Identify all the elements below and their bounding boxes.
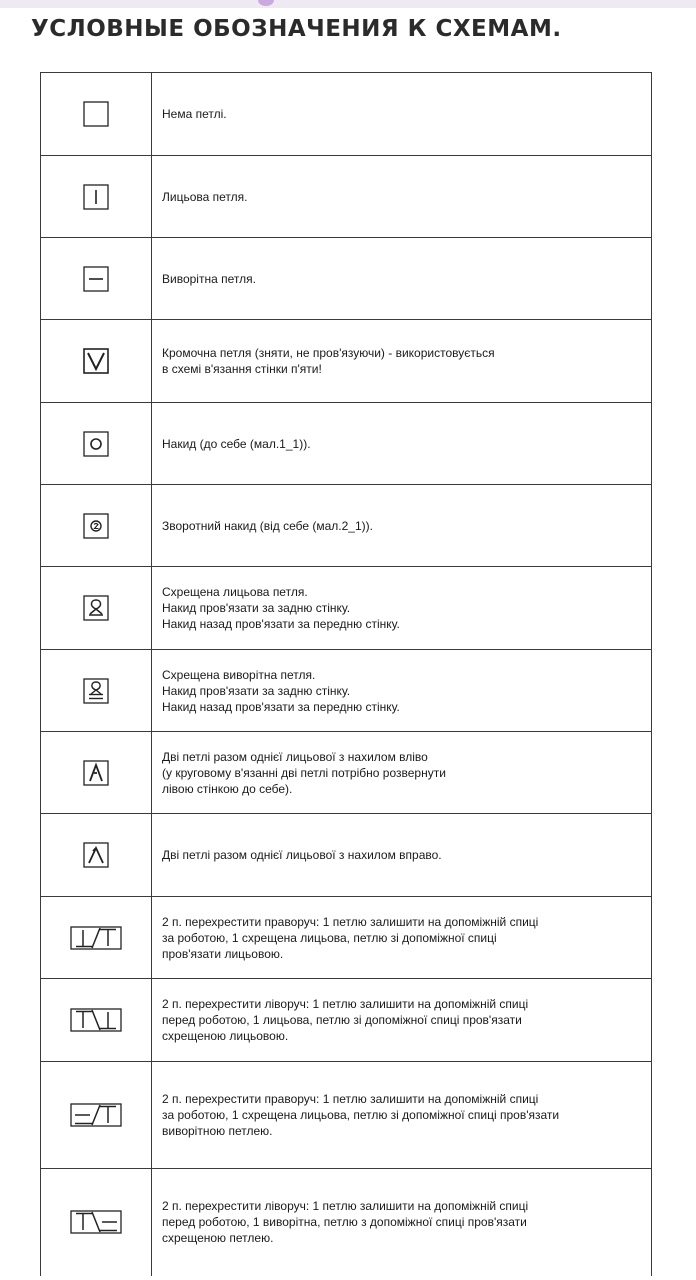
description-line: 2 п. перехрестити праворуч: 1 петлю залишити на допоміжній спиці — [162, 1092, 539, 1106]
description-line: Виворітна петля. — [162, 271, 256, 286]
legend-symbol-cell — [41, 1169, 152, 1276]
slip-stitch-icon — [83, 348, 109, 374]
left-cross-knit-icon — [70, 1008, 122, 1032]
description-line: лівою стінкою до себе). — [162, 781, 293, 796]
legend-description — [152, 156, 652, 238]
twisted-purl-icon — [83, 678, 109, 704]
description-line: Накид пров'язати за задню стінку. — [162, 683, 351, 698]
legend-symbol-cell — [41, 485, 152, 567]
legend-symbol-cell — [41, 320, 152, 403]
reverse-yarn-over-icon — [83, 513, 109, 539]
legend-row — [41, 979, 652, 1062]
description-line: за роботою, 1 схрещена лицьова, петлю зі допоміжної спиці пров'язати — [162, 1108, 560, 1122]
legend-row — [41, 238, 652, 320]
legend-description — [152, 238, 652, 320]
right-cross-purl-icon — [70, 1103, 122, 1127]
description-line: 2 п. перехрестити ліворуч: 1 петлю залишити на допоміжній спиці — [162, 997, 529, 1011]
legend-row — [41, 814, 652, 897]
description-line: за роботою, 1 схрещена лицьова, петлю зі допоміжної спиці — [162, 930, 497, 945]
legend-description — [152, 732, 652, 814]
description-line: Зворотний накид (від себе (мал.2_1)). — [162, 518, 373, 533]
description-line: Дві петлі разом однієї лицьової з нахилом вліво — [162, 749, 428, 764]
description-line: Накид назад пров'язати за передню стінку. — [162, 617, 400, 631]
legend-symbol-cell — [41, 238, 152, 320]
legend-description — [152, 814, 652, 897]
description-line: (у круговому в'язанні дві петлі потрібно розвернути — [162, 765, 446, 780]
description-line: Кромочна петля (зняти, не пров'язуючи) - використовується — [162, 346, 495, 360]
legend-table — [40, 72, 652, 1276]
decorative-dot — [258, 0, 274, 6]
legend-description — [152, 567, 652, 650]
description-line: схрещеною лицьовою. — [162, 1029, 289, 1043]
legend-row — [41, 732, 652, 814]
legend-symbol-cell — [41, 403, 152, 485]
twisted-knit-icon — [83, 595, 109, 621]
description-line: Дві петлі разом однієї лицьової з нахилом вправо. — [162, 848, 442, 862]
legend-row — [41, 1169, 652, 1276]
legend-row — [41, 897, 652, 979]
yarn-over-icon — [83, 431, 109, 457]
legend-row — [41, 485, 652, 567]
k2tog-right-icon — [83, 842, 109, 868]
page-title: УСЛОВНЫЕ ОБОЗНАЧЕНИЯ К СХЕМАМ. — [31, 16, 562, 42]
top-banner-strip — [0, 0, 696, 8]
description-line: Схрещена лицьова петля. — [162, 585, 308, 599]
description-line: перед роботою, 1 лицьова, петлю зі допоміжної спиці пров'язати — [162, 1013, 522, 1027]
empty-square-icon — [83, 101, 109, 127]
legend-symbol-cell — [41, 73, 152, 156]
description-line: Схрещена виворітна петля. — [162, 667, 316, 682]
legend-symbol-cell — [41, 732, 152, 814]
description-line: Накид пров'язати за задню стінку. — [162, 601, 351, 615]
legend-description — [152, 73, 652, 156]
legend-symbol-cell — [41, 567, 152, 650]
legend-symbol-cell — [41, 650, 152, 732]
legend-row — [41, 73, 652, 156]
legend-description — [152, 403, 652, 485]
legend-description — [152, 897, 652, 979]
description-line: пров'язати лицьовою. — [162, 946, 284, 961]
description-line: схрещеною петлею. — [162, 1231, 274, 1246]
legend-row — [41, 403, 652, 485]
legend-description — [152, 979, 652, 1062]
legend-row — [41, 1062, 652, 1169]
description-line: Накид назад пров'язати за передню стінку. — [162, 699, 400, 714]
legend-symbol-cell — [41, 814, 152, 897]
legend-symbol-cell — [41, 897, 152, 979]
purl-stitch-icon — [83, 266, 109, 292]
left-cross-purl-icon — [70, 1210, 122, 1234]
knit-stitch-icon — [83, 184, 109, 210]
legend-description — [152, 1169, 652, 1276]
description-line: Лицьова петля. — [162, 189, 248, 204]
legend-symbol-cell — [41, 156, 152, 238]
description-line: 2 п. перехрестити ліворуч: 1 петлю залишити на допоміжній спиці — [162, 1199, 529, 1214]
k2tog-left-icon — [83, 760, 109, 786]
legend-description — [152, 650, 652, 732]
description-line: Накид (до себе (мал.1_1)). — [162, 436, 311, 451]
legend-description — [152, 485, 652, 567]
legend-description — [152, 1062, 652, 1169]
description-line: в схемі в'язання стінки п'яти! — [162, 362, 322, 376]
legend-symbol-cell — [41, 979, 152, 1062]
description-line: 2 п. перехрестити праворуч: 1 петлю залишити на допоміжній спиці — [162, 914, 539, 929]
legend-row — [41, 156, 652, 238]
description-line: виворітною петлею. — [162, 1124, 273, 1138]
description-line: Нема петлі. — [162, 107, 227, 121]
description-line: перед роботою, 1 виворітна, петлю з допоміжної спиці пров'язати — [162, 1215, 527, 1230]
legend-row — [41, 650, 652, 732]
legend-row — [41, 320, 652, 403]
legend-row — [41, 567, 652, 650]
legend-description — [152, 320, 652, 403]
legend-symbol-cell — [41, 1062, 152, 1169]
right-cross-knit-icon — [70, 926, 122, 950]
